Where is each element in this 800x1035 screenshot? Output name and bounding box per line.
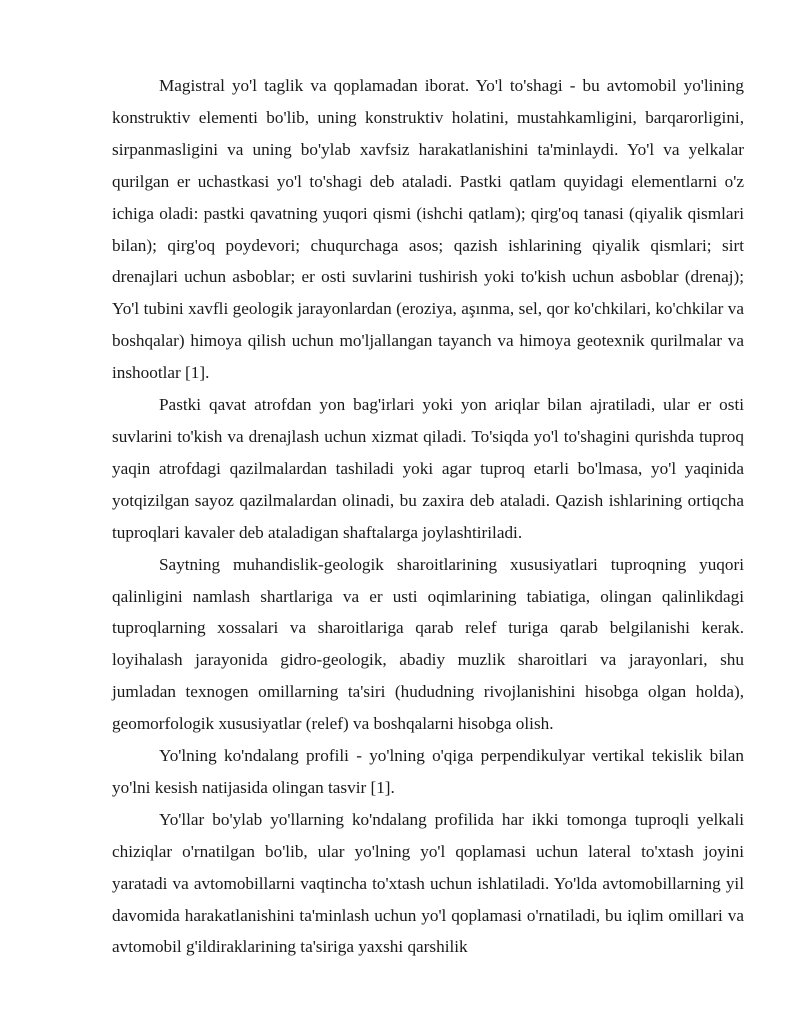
document-body: [112, 70, 744, 963]
paragraph-4: Yo'lning ko'ndalang profili - yo'lning o'qiga perpendikulyar vertikal tekislik bilan yo'lni kesish natijasida olingan tasvir [1].: [112, 746, 744, 797]
paragraph-2: Pastki qavat atrofdan yon bag'irlari yoki yon ariqlar bilan ajratiladi, ular er osti suvlarini to'kish va drenajlash uchun xizmat qiladi. To'siqda yo'l to'shagini qurishda tuproq yaqin atrofdagi qazilmalardan tashiladi yoki agar tuproq etarli bo'lmasa, yo'l yaqinida yotqizilgan sayoz qazilmalardan olinadi, bu zaxira deb ataladi. Qazish ishlarining ortiqcha tuproqlari kavaler deb ataladigan shaftalarga joylashtiriladi.: [112, 395, 744, 542]
paragraph-5: Yo'llar bo'ylab yo'llarning ko'ndalang profilida har ikki tomonga tuproqli yelkali chiziqlar o'rnatilgan bo'lib, ular yo'lning yo'l qoplamasi uchun lateral to'xtash joyini yaratadi va avtomobillarni vaqtincha to'xtash uchun ishlatiladi. Yo'lda avtomobillarning yil davomida harakatlanishini ta'minlash uchun yo'l qoplamasi o'rnatiladi, bu iqlim omillari va avtomobil g'ildiraklarining ta'siriga yaxshi qarshilik: [112, 809, 744, 957]
paragraph-3: Saytning muhandislik-geologik sharoitlarining xususiyatlari tuproqning yuqori qalinligini namlash shartlariga va er usti oqimlarining tabiatiga, olingan qalinlikdagi tuproqlarning xossalari va sharoitlariga qarab relef turiga qarab belgilanishi kerak. loyihalash jarayonida gidro-geologik, abadiy muzlik sharoitlari va jarayonlari, shu jumladan texnogen omillarning ta'siri (hududning rivojlanishini hisobga olgan holda), geomorfologik xususiyatlar (relef) va boshqalarni hisobga olish.: [112, 554, 744, 734]
paragraph-1: Magistral yo'l taglik va qoplamadan iborat. Yo'l to'shagi - bu avtomobil yo'lining konstruktiv elementi bo'lib, uning konstruktiv holatini, mustahkamligini, barqarorligini, sirpanmasligini va uning bo'ylab xavfsiz harakatlanishini ta'minlaydi. Yo'l va yelkalar qurilgan er uchastkasi yo'l to'shagi deb ataladi. Pastki qatlam quyidagi elementlarni o'z ichiga oladi: pastki qavatning yuqori qismi (ishchi qatlam); qirg'oq tanasi (qiyalik qismlari bilan); qirg'oq poydevori; chuqurchaga asos; qazish ishlarining qiyalik qismlari; sirt drenajlari uchun asboblar; er osti suvlarini tushirish yoki to'kish uchun asboblar (drenaj); Yo'l tubini xavfli geologik jarayonlardan (eroziya, aşınma, sel, qor ko'chkilari, ko'chkilar va boshqalar) himoya qilish uchun mo'ljallangan tayanch va himoya geotexnik qurilmalar va inshootlar [1].: [112, 76, 744, 383]
